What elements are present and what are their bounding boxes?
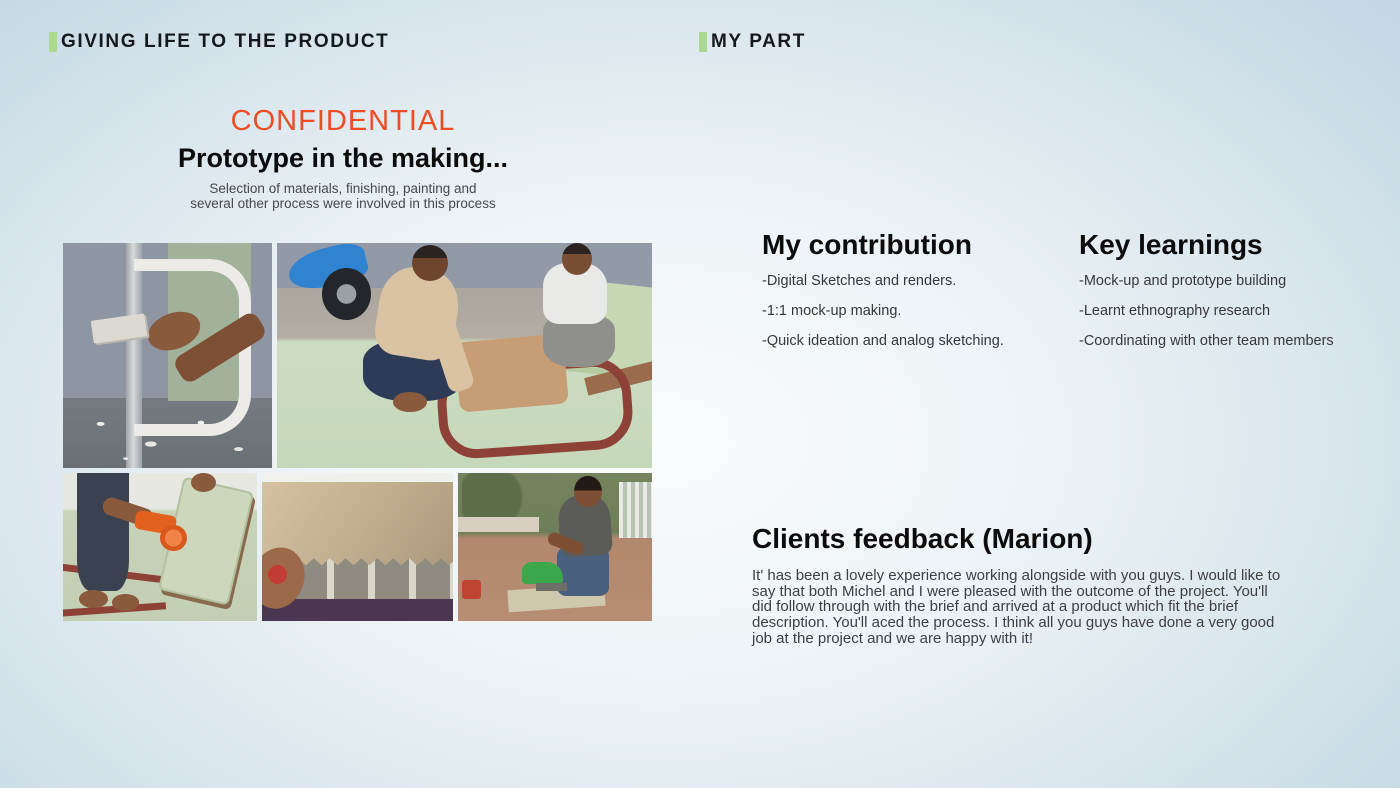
page-subtitle <box>160 181 526 212</box>
list-item: -Learnt ethnography research <box>1079 302 1271 319</box>
bare-foot <box>112 594 139 610</box>
first-man-head <box>412 245 448 281</box>
section-key-learnings <box>1079 230 1389 364</box>
paint-splatter <box>63 405 272 468</box>
key-learnings-list <box>1079 274 1389 349</box>
photo-outdoor-cutting <box>458 473 652 621</box>
white-fence <box>619 482 652 538</box>
section-my-contribution <box>762 230 1062 364</box>
green-accent-bar <box>49 32 57 52</box>
section-header-right <box>699 31 806 53</box>
wall-ledge <box>458 517 539 532</box>
list-item: -1:1 mock-up making. <box>762 302 902 319</box>
cutter-blade <box>536 583 567 592</box>
photo-grid <box>63 243 652 621</box>
key-learnings-heading: Key learnings <box>1079 229 1263 260</box>
motorcycle-wheel <box>322 268 371 320</box>
subtitle-line-1: Selection of materials, finishing, painting and <box>209 180 477 196</box>
section-header-right-label: MY PART <box>711 31 806 52</box>
list-item: -Coordinating with other team members <box>1079 332 1334 349</box>
photo-grinding-board <box>63 473 257 621</box>
page-title: Prototype in the making... <box>177 142 509 173</box>
bare-foot <box>79 590 108 608</box>
my-contribution-list <box>762 274 1062 349</box>
clients-feedback-heading: Clients feedback (Marion) <box>752 523 1093 554</box>
green-power-cutter <box>522 562 563 584</box>
list-item: -Quick ideation and analog sketching. <box>762 332 1004 349</box>
second-man-head <box>562 243 592 275</box>
worker-legs <box>77 473 129 591</box>
man-head <box>574 476 601 507</box>
photo-floor-assembly <box>277 243 652 468</box>
first-man-foot <box>393 392 427 412</box>
photo-painting-frame <box>63 243 272 468</box>
list-item: -Mock-up and prototype building <box>1079 272 1287 289</box>
clients-feedback-text: It' has been a lovely experience working alongside with you guys. I would like to say that both Michel and I were pleased with the outcome of the project. You'll did follow through with the brief and arrived at a product which fit the brief description. You'll aced the process. I think all you guys have done a very good job at the project and we are happy with it! <box>752 566 1281 647</box>
photo-fabric-swatches <box>262 473 453 621</box>
section-header-left <box>49 31 389 53</box>
red-plug <box>462 580 481 599</box>
subtitle-line-2: several other process were involved in this process <box>190 195 496 211</box>
section-header-left-label: GIVING LIFE TO THE PRODUCT <box>61 31 390 52</box>
title-block <box>160 106 526 211</box>
confidential-label: CONFIDENTIAL <box>230 105 456 137</box>
list-item: -Digital Sketches and renders. <box>762 272 957 289</box>
section-clients-feedback <box>752 524 1287 647</box>
green-accent-bar <box>699 32 707 52</box>
my-contribution-heading: My contribution <box>762 229 972 260</box>
